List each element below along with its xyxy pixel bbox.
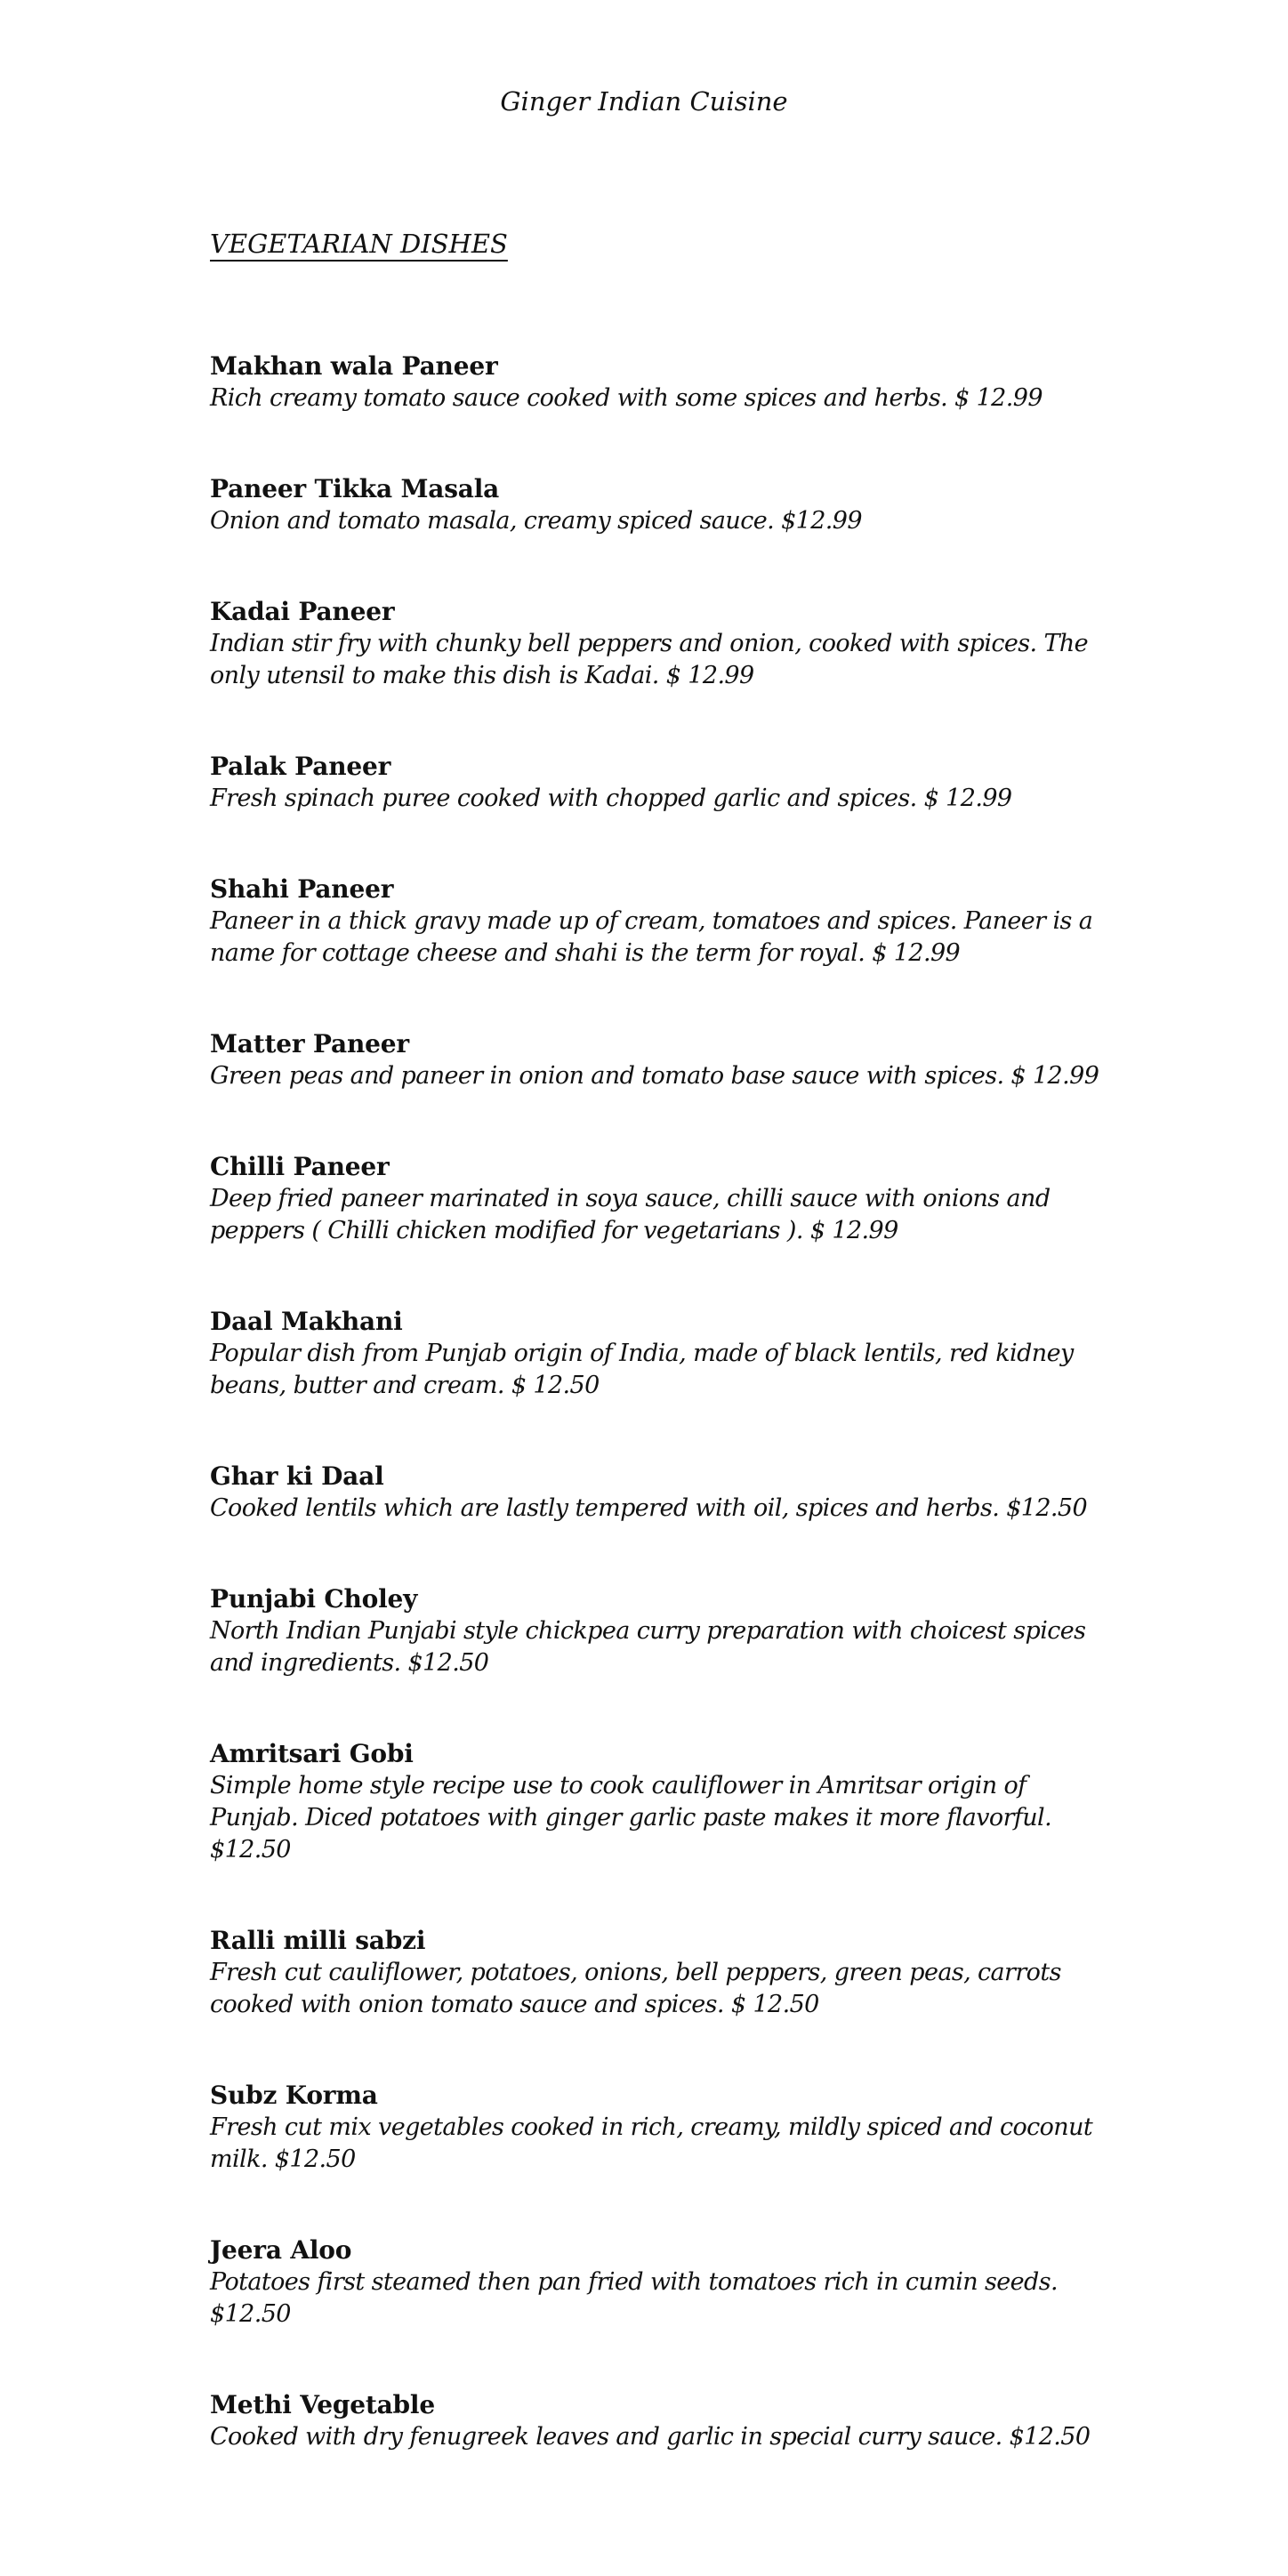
dish-description: Fresh cut cauliflower, potatoes, onions, bell peppers, green peas, carrots cooked with onion tomato sauce and spices. $ 12.50 [210,1959,1061,2018]
dish-name: Subz Korma [210,2081,378,2110]
dish-name: Paneer Tikka Masala [210,474,500,503]
dish-name: Chilli Paneer [210,1152,390,1181]
dish-name: Ralli milli sabzi [210,1926,426,1955]
dish-description: Green peas and paneer in onion and tomato base sauce with spices. $ 12.99 [210,1062,1099,1090]
dish-description: Simple home style recipe use to cook cauliflower in Amritsar origin of Punjab. Diced potatoes with ginger garlic paste makes it more flavorful. $12.50 [210,1772,1052,1864]
dish-description: North Indian Punjabi style chickpea curry preparation with choicest spices and ingredients. $12.50 [210,1617,1086,1677]
dish-name: Daal Makhani [210,1307,403,1336]
menu-item [210,596,1117,692]
menu-item [210,1151,1117,1247]
dish-name: Palak Paneer [210,752,391,781]
dish-description: Paneer in a thick gravy made up of cream, tomatoes and spices. Paneer is a name for cottage cheese and shahi is the term for royal. $ 12.99 [210,907,1093,967]
dish-name: Kadai Paneer [210,597,395,626]
dish-description: Deep fried paneer marinated in soya sauce, chilli sauce with onions and peppers ( Chilli chicken modified for vegetarians ). $ 12.99 [210,1185,1051,1244]
dish-description: Potatoes first steamed then pan fried with tomatoes rich in cumin seeds. $12.50 [210,2268,1058,2328]
dish-name: Methi Vegetable [210,2390,435,2419]
menu-item [210,1028,1117,1092]
menu-item [210,1461,1117,1525]
dish-description: Popular dish from Punjab origin of India, made of black lentils, red kidney beans, butter and cream. $ 12.50 [210,1340,1074,1399]
menu-item [210,1925,1117,2021]
page-title: Ginger Indian Cuisine [500,86,788,117]
dish-description: Cooked lentils which are lastly tempered with oil, spices and herbs. $12.50 [210,1494,1088,1522]
dish-name: Ghar ki Daal [210,1461,384,1491]
menu-item [210,1306,1117,1402]
dish-name: Amritsari Gobi [210,1739,414,1768]
menu-item [210,873,1117,970]
dish-description: Fresh cut mix vegetables cooked in rich, creamy, mildly spiced and coconut milk. $12.50 [210,2113,1093,2173]
dish-name: Shahi Paneer [210,874,394,904]
menu-item [210,350,1117,415]
menu-item [210,1738,1117,1866]
dish-name: Jeera Aloo [210,2235,352,2265]
menu-item [210,2389,1117,2453]
menu-item [210,2234,1117,2330]
menu-item [210,1583,1117,1679]
dish-name: Matter Paneer [210,1029,409,1059]
dish-name: Makhan wala Paneer [210,351,498,381]
dish-name: Punjabi Choley [210,1584,418,1614]
menu-list [210,350,1117,2512]
menu-item [210,751,1117,815]
dish-description: Indian stir fry with chunky bell peppers and onion, cooked with spices. The only utensil to make this dish is Kadai. $ 12.99 [210,630,1089,689]
dish-description: Cooked with dry fenugreek leaves and garlic in special curry sauce. $12.50 [210,2423,1091,2451]
menu-item [210,473,1117,537]
dish-description: Rich creamy tomato sauce cooked with some spices and herbs. $ 12.99 [210,384,1042,412]
section-heading: VEGETARIAN DISHES [210,229,508,259]
menu-item [210,2080,1117,2176]
dish-description: Fresh spinach puree cooked with chopped garlic and spices. $ 12.99 [210,785,1012,812]
dish-description: Onion and tomato masala, creamy spiced sauce. $12.99 [210,507,862,535]
